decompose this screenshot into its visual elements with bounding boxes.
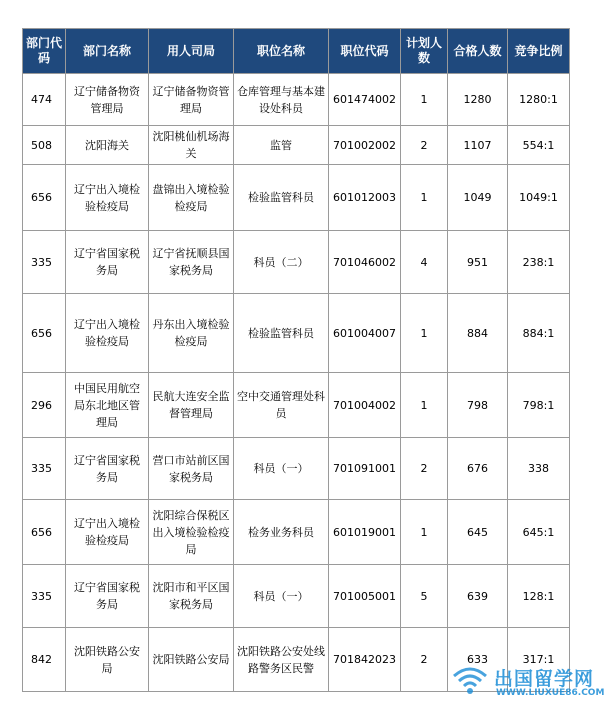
bureau-cell: 辽宁储备物资管理局 (149, 74, 234, 126)
position-code-cell: 601019001 (329, 500, 401, 565)
header-bureau: 用人司局 (149, 29, 234, 74)
bureau-cell: 丹东出入境检验检疫局 (149, 294, 234, 373)
ratio-cell: 884:1 (508, 294, 570, 373)
dept-code-cell: 656 (23, 294, 66, 373)
planned-cell: 2 (401, 126, 448, 165)
table-row (23, 294, 570, 373)
header-dept-name: 部门名称 (66, 29, 149, 74)
position-code-cell: 701005001 (329, 565, 401, 628)
dept-name-cell: 辽宁储备物资管理局 (66, 74, 149, 126)
ratio-cell: 317:1 (508, 628, 570, 692)
position-code-cell: 701046002 (329, 231, 401, 294)
dept-code-cell: 842 (23, 628, 66, 692)
dept-name-cell: 辽宁出入境检验检疫局 (66, 165, 149, 231)
qualified-cell: 1280 (448, 74, 508, 126)
dept-name-cell: 辽宁出入境检验检疫局 (66, 294, 149, 373)
planned-cell: 1 (401, 165, 448, 231)
dept-code-cell: 656 (23, 165, 66, 231)
watermark-url: WWW.LIUXUE86.COM (496, 688, 605, 698)
position-cell: 监管 (234, 126, 329, 165)
position-code-cell: 701091001 (329, 438, 401, 500)
qualified-cell: 645 (448, 500, 508, 565)
qualified-cell: 633 (448, 628, 508, 692)
position-code-cell: 601474002 (329, 74, 401, 126)
ratio-cell: 238:1 (508, 231, 570, 294)
planned-cell: 2 (401, 628, 448, 692)
bureau-cell: 沈阳市和平区国家税务局 (149, 565, 234, 628)
qualified-cell: 1049 (448, 165, 508, 231)
header-position-code: 职位代码 (329, 29, 401, 74)
position-code-cell: 601012003 (329, 165, 401, 231)
table-row (23, 165, 570, 231)
header-row (23, 29, 570, 74)
table-row (23, 74, 570, 126)
table-row (23, 126, 570, 165)
position-cell: 沈阳铁路公安处线路警务区民警 (234, 628, 329, 692)
ratio-cell: 798:1 (508, 373, 570, 438)
planned-cell: 5 (401, 565, 448, 628)
table-row (23, 438, 570, 500)
dept-name-cell: 辽宁省国家税务局 (66, 231, 149, 294)
planned-cell: 1 (401, 74, 448, 126)
dept-code-cell: 296 (23, 373, 66, 438)
planned-cell: 1 (401, 500, 448, 565)
ratio-cell: 554:1 (508, 126, 570, 165)
header-dept-code: 部门代码 (23, 29, 66, 74)
position-code-cell: 701842023 (329, 628, 401, 692)
qualified-cell: 798 (448, 373, 508, 438)
table-row (23, 373, 570, 438)
position-cell: 空中交通管理处科员 (234, 373, 329, 438)
dept-code-cell: 656 (23, 500, 66, 565)
dept-code-cell: 474 (23, 74, 66, 126)
position-code-cell: 701004002 (329, 373, 401, 438)
position-cell: 科员（一） (234, 565, 329, 628)
wifi-logo-icon (450, 662, 490, 698)
dept-name-cell: 沈阳铁路公安局 (66, 628, 149, 692)
planned-cell: 4 (401, 231, 448, 294)
qualified-cell: 639 (448, 565, 508, 628)
planned-cell: 2 (401, 438, 448, 500)
qualified-cell: 884 (448, 294, 508, 373)
qualified-cell: 676 (448, 438, 508, 500)
position-cell: 检务业务科员 (234, 500, 329, 565)
dept-name-cell: 中国民用航空局东北地区管理局 (66, 373, 149, 438)
header-planned: 计划人数 (401, 29, 448, 74)
table-row (23, 565, 570, 628)
dept-code-cell: 335 (23, 231, 66, 294)
position-cell: 科员（二） (234, 231, 329, 294)
table-body (23, 74, 570, 692)
position-cell: 检验监管科员 (234, 294, 329, 373)
table-row (23, 231, 570, 294)
position-cell: 仓库管理与基本建设处科员 (234, 74, 329, 126)
header-qualified: 合格人数 (448, 29, 508, 74)
position-cell: 科员（一） (234, 438, 329, 500)
header-ratio: 竞争比例 (508, 29, 570, 74)
position-code-cell: 701002002 (329, 126, 401, 165)
bureau-cell: 沈阳综合保税区出入境检验检疫局 (149, 500, 234, 565)
ratio-cell: 645:1 (508, 500, 570, 565)
dept-name-cell: 辽宁出入境检验检疫局 (66, 500, 149, 565)
bureau-cell: 沈阳桃仙机场海关 (149, 126, 234, 165)
position-code-cell: 601004007 (329, 294, 401, 373)
bureau-cell: 营口市站前区国家税务局 (149, 438, 234, 500)
planned-cell: 1 (401, 294, 448, 373)
header-position: 职位名称 (234, 29, 329, 74)
ratio-cell: 1280:1 (508, 74, 570, 126)
bureau-cell: 民航大连安全监督管理局 (149, 373, 234, 438)
dept-name-cell: 辽宁省国家税务局 (66, 565, 149, 628)
qualified-cell: 1107 (448, 126, 508, 165)
dept-code-cell: 508 (23, 126, 66, 165)
planned-cell: 1 (401, 373, 448, 438)
bureau-cell: 盘锦出入境检验检疫局 (149, 165, 234, 231)
dept-code-cell: 335 (23, 438, 66, 500)
site-watermark (446, 656, 608, 705)
watermark-title: 出国留学网 (494, 668, 595, 690)
dept-code-cell: 335 (23, 565, 66, 628)
dept-name-cell: 沈阳海关 (66, 126, 149, 165)
ratio-cell: 128:1 (508, 565, 570, 628)
position-cell: 检验监管科员 (234, 165, 329, 231)
qualified-cell: 951 (448, 231, 508, 294)
bureau-cell: 辽宁省抚顺县国家税务局 (149, 231, 234, 294)
bureau-cell: 沈阳铁路公安局 (149, 628, 234, 692)
table-row (23, 500, 570, 565)
dept-name-cell: 辽宁省国家税务局 (66, 438, 149, 500)
ratio-cell: 338 (508, 438, 570, 500)
results-table (22, 28, 570, 692)
ratio-cell: 1049:1 (508, 165, 570, 231)
